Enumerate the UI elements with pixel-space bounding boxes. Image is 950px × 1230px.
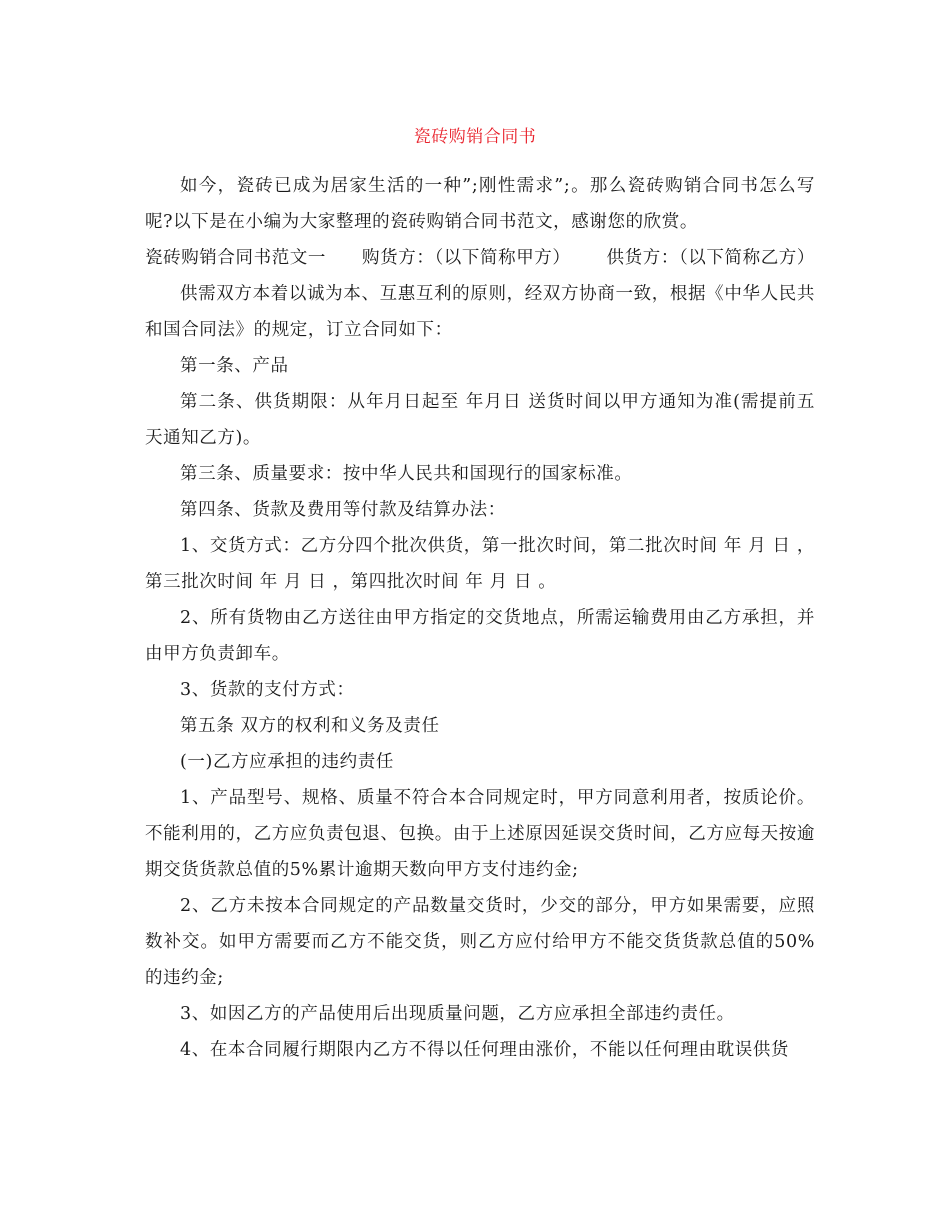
- paragraph: 3、货款的支付方式：: [180, 680, 355, 700]
- paragraph: 3、如因乙方的产品使用后出现质量问题，乙方应承担全部违约责任。: [180, 1004, 735, 1024]
- paragraph: 1、产品型号、规格、质量不符合本合同规定时，甲方同意利用者，按质论价。不能利用的，乙方应负责包退、包换。由于上述原因延误交货时间，乙方应每天按逾期交货货款总值的5%累计逾期天数向甲方支付违约金;: [145, 788, 815, 880]
- paragraph: 2、乙方未按本合同规定的产品数量交货时，少交的部分，甲方如果需要，应照数补交。如甲方需要而乙方不能交货，则乙方应付给甲方不能交货货款总值的50%的违约金;: [145, 896, 815, 988]
- article-heading: 第五条 双方的权利和义务及责任: [180, 716, 440, 736]
- buyer-line: 购货方：（以下简称甲方）: [362, 248, 571, 268]
- intro-paragraph: 如今，瓷砖已成为居家生活的一种”;刚性需求”;。那么瓷砖购销合同书怎么写呢?以下是在小编为大家整理的瓷砖购销合同书范文，感谢您的欣赏。: [145, 176, 815, 232]
- sample-heading: 瓷砖购销合同书范文一: [145, 248, 326, 268]
- paragraph: 第三条、质量要求：按中华人民共和国现行的国家标准。: [180, 464, 633, 484]
- paragraph: 第二条、供货期限：从年月日起至 年月日 送货时间以甲方通知为准(需提前五天通知乙方)。: [145, 392, 815, 448]
- paragraph: 供需双方本着以诚为本、互惠互利的原则，经双方协商一致，根据《中华人民共和国合同法》的规定，订立合同如下：: [145, 284, 815, 340]
- paragraph: 2、所有货物由乙方送往由甲方指定的交货地点，所需运输费用由乙方承担，并由甲方负责卸车。: [145, 608, 815, 664]
- article-heading: 第一条、产品: [180, 356, 289, 376]
- paragraph: 1、交货方式：乙方分四个批次供货，第一批次时间，第二批次时间 年 月 日 ，第三批次时间 年 月 日 ，第四批次时间 年 月 日 。: [145, 536, 815, 592]
- section-heading: (一)乙方应承担的违约责任: [180, 752, 394, 772]
- document-body: [145, 168, 815, 1068]
- supplier-line: 供货方：（以下简称乙方）: [606, 248, 815, 268]
- document-title: 瓷砖购销合同书: [413, 127, 537, 147]
- paragraph: 4、在本合同履行期限内乙方不得以任何理由涨价，不能以任何理由耽误供货: [180, 1040, 790, 1060]
- sample-header-line: [145, 240, 815, 276]
- article-heading: 第四条、货款及费用等付款及结算办法：: [180, 500, 506, 520]
